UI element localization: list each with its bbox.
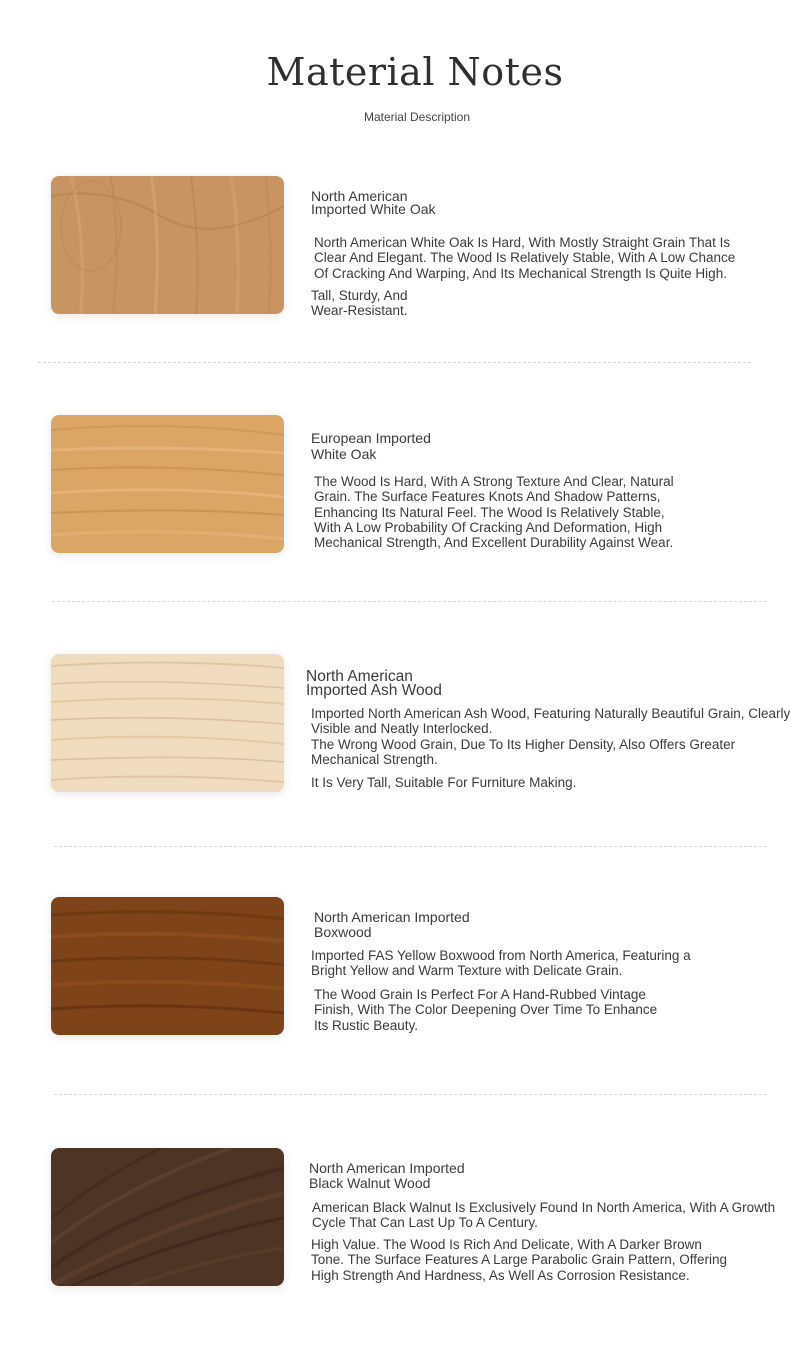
material-name: North American Imported Ash Wood — [306, 668, 442, 699]
material-note: It Is Very Tall, Suitable For Furniture Making. — [311, 775, 577, 790]
section-divider — [38, 362, 751, 363]
section-divider — [52, 601, 767, 602]
white-oak-swatch — [51, 176, 284, 314]
material-description: American Black Walnut Is Exclusively Found In North America, With A Growth Cycle That Can Last Up To A Century. — [312, 1200, 776, 1231]
material-name: North American Imported White Oak — [311, 188, 436, 217]
black-walnut-swatch — [51, 1148, 284, 1286]
ash-wood-swatch — [51, 654, 284, 792]
material-description: Imported North American Ash Wood, Featuring Naturally Beautiful Grain, Clearly Visible and Neatly Interlocked. The Wrong Wood Grain, Due To Its Higher Density, Also Offers Greater Mechanical Strength. — [311, 706, 790, 767]
section-divider — [54, 1094, 767, 1095]
material-name: North American Imported Black Walnut Wood — [309, 1160, 465, 1191]
boxwood-swatch — [51, 897, 284, 1035]
section-divider — [54, 846, 767, 847]
page-subtitle: Material Description — [363, 110, 471, 124]
material-note: Tall, Sturdy, And Wear-Resistant. — [311, 288, 408, 319]
material-note: High Value. The Wood Is Rich And Delicate, With A Darker Brown Tone. The Surface Features A Large Parabolic Grain Pattern, Offering High Strength And Hardness, As Well As Corrosion Resistance. — [311, 1237, 727, 1283]
material-name: North American Imported Boxwood — [314, 909, 470, 940]
material-description: The Wood Is Hard, With A Strong Texture And Clear, Natural Grain. The Surface Features Knots And Shadow Patterns, Enhancing Its Natural Feel. The Wood Is Relatively Stable, With A Low Probability Of Cracking And Deformation, High Mechanical Strength, And Excellent Durability Against Wear. — [314, 474, 674, 551]
material-name: European Imported White Oak — [311, 430, 431, 462]
material-description: North American White Oak Is Hard, With Mostly Straight Grain That Is Clear And Elegant. The Wood Is Relatively Stable, With A Low Chance Of Cracking And Warping, And Its Mechanical Strength Is Quite High. — [314, 235, 736, 281]
material-note: The Wood Grain Is Perfect For A Hand-Rubbed Vintage Finish, With The Color Deepening Over Time To Enhance Its Rustic Beauty. — [314, 987, 658, 1033]
european-white-oak-swatch — [51, 415, 284, 553]
material-description: Imported FAS Yellow Boxwood from North America, Featuring a Bright Yellow and Warm Texture with Delicate Grain. — [311, 948, 691, 979]
page-title: Material Notes — [266, 50, 564, 94]
